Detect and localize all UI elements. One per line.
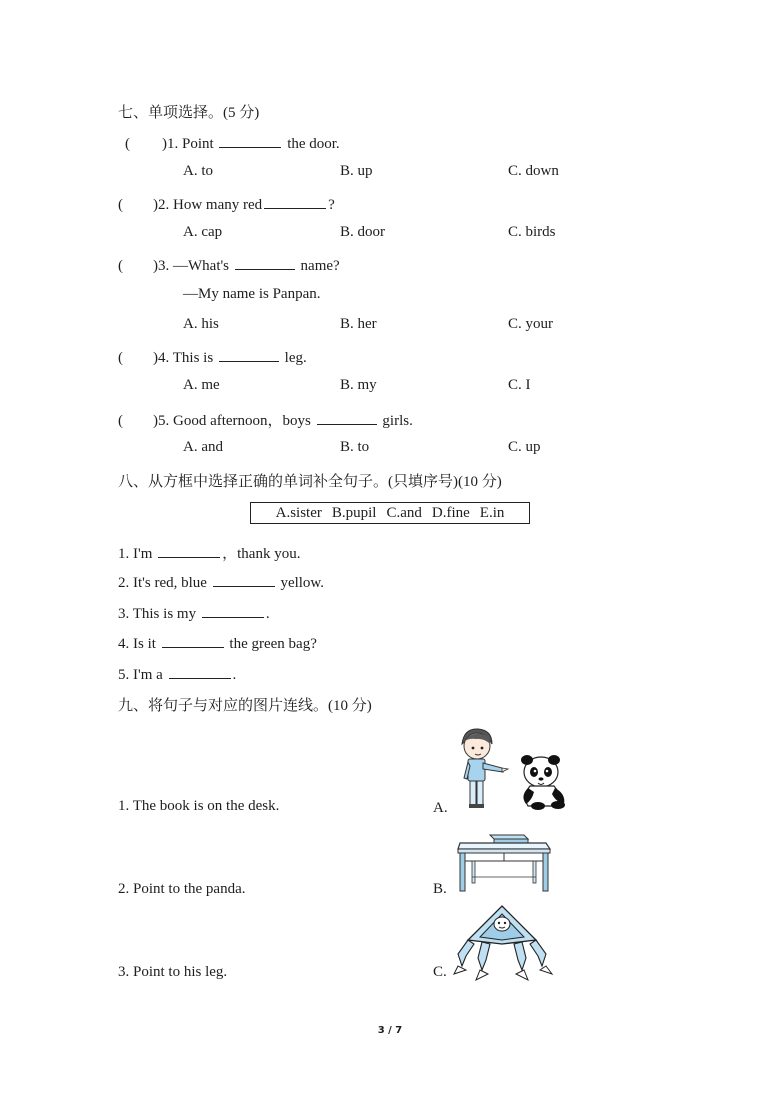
option-c: C. down <box>508 163 559 179</box>
option-b: B. her <box>340 316 377 332</box>
blank[interactable] <box>158 543 220 558</box>
blank[interactable] <box>202 603 264 618</box>
picture-label-a[interactable]: A. <box>433 800 448 816</box>
match-sentence-2[interactable]: 2. Point to the panda. <box>118 881 246 897</box>
fill-sentence-5: 5. I'm a . <box>118 664 236 684</box>
blank[interactable] <box>213 572 275 587</box>
blank[interactable] <box>219 347 279 362</box>
blank[interactable] <box>162 633 224 648</box>
section8-heading: 八、从方框中选择正确的单词补全句子。(只填序号)(10 分) <box>118 474 502 490</box>
dialogue-reply: —My name is Panpan. <box>183 286 321 302</box>
question-5: ( )5. Good afternoon，boys girls. <box>118 409 413 430</box>
page-number: 3 / 7 <box>377 1025 403 1036</box>
book-on-desk-picture[interactable] <box>456 827 552 893</box>
word-option: C.and <box>386 505 422 521</box>
fill-sentence-2: 2. It's red, blue yellow. <box>118 572 324 592</box>
blank[interactable] <box>235 255 295 270</box>
option-c: C. up <box>508 439 541 455</box>
picture-label-b[interactable]: B. <box>433 881 447 897</box>
option-a: A. me <box>183 377 220 393</box>
option-b: B. my <box>340 377 377 393</box>
word-option: E.in <box>479 505 505 521</box>
boy-pointing-panda-picture[interactable] <box>452 726 582 812</box>
blank[interactable] <box>317 410 377 425</box>
blank[interactable] <box>219 133 281 148</box>
section9-heading: 九、将句子与对应的图片连线。(10 分) <box>118 698 372 714</box>
option-a: A. cap <box>183 224 223 240</box>
picture-label-c[interactable]: C. <box>433 964 447 980</box>
option-c: C. I <box>508 377 531 393</box>
word-option: B.pupil <box>331 505 377 521</box>
option-a: A. to <box>183 163 213 179</box>
question-2: ( )2. How many red ? <box>118 194 335 214</box>
option-b: B. door <box>340 224 385 240</box>
fill-sentence-4: 4. Is it the green bag? <box>118 633 317 653</box>
kite-picture[interactable] <box>452 904 556 984</box>
blank[interactable] <box>169 664 231 679</box>
match-sentence-1[interactable]: 1. The book is on the desk. <box>118 798 280 814</box>
option-a: A. his <box>183 316 219 332</box>
blank[interactable] <box>264 194 326 209</box>
word-bank-box <box>250 502 530 524</box>
option-b: B. to <box>340 439 370 455</box>
match-sentence-3[interactable]: 3. Point to his leg. <box>118 964 228 980</box>
fill-sentence-1: 1. I'm ，thank you. <box>118 542 300 563</box>
word-option: A.sister <box>275 505 322 521</box>
option-b: B. up <box>340 163 373 179</box>
question-4: ( )4. This is leg. <box>118 347 307 367</box>
word-option: D.fine <box>431 505 470 521</box>
option-c: C. birds <box>508 224 556 240</box>
option-a: A. and <box>183 439 223 455</box>
answer-paren-open: ( <box>125 136 130 152</box>
section7-heading: 七、单项选择。(5 分) <box>118 105 260 121</box>
question-3: ( )3. —What's name? <box>118 255 340 275</box>
option-c: C. your <box>508 316 553 332</box>
fill-sentence-3: 3. This is my . <box>118 603 270 623</box>
question-1: ( )1. Point the door. <box>125 133 340 153</box>
